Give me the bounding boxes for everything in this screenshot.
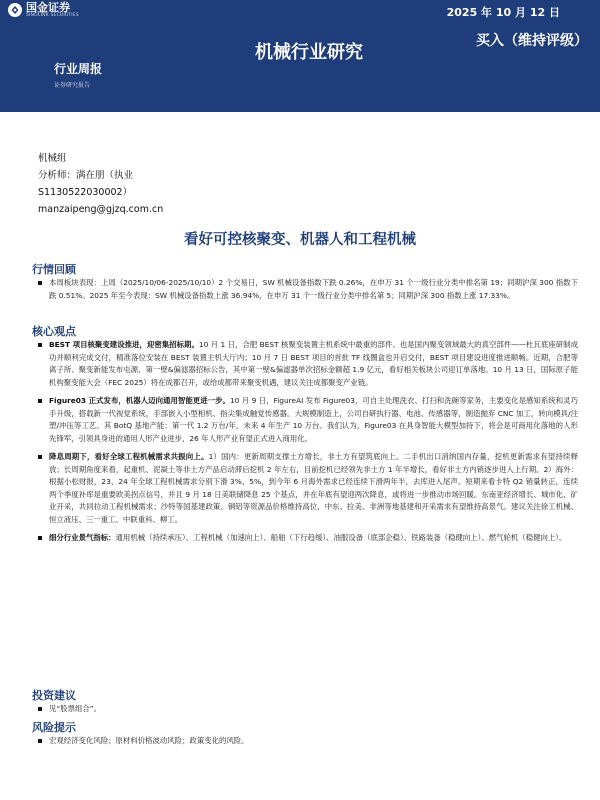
bullet-item <box>38 703 578 716</box>
analyst-email[interactable]: manzaipeng@gjzq.com.cn <box>38 204 164 215</box>
bullet-item <box>38 735 578 748</box>
section-market <box>38 277 578 302</box>
bullet-text: 通用机械（持续承压）、工程机械（加速向上）、船舶（下行趋缓）、油服设备（底部企稳）、铁路装备（稳健向上）、燃气轮机（稳健向上）。 <box>115 533 567 542</box>
bullet-item <box>38 532 578 545</box>
page-footer-strip <box>0 792 600 800</box>
bullet-text: 1）国内：更新周期支撑土方增长，非土方有望筑底向上。二手机出口消纳国内存量，挖机更新需求有望持续释放；长周期角度来看，起重机、泥凝土等非土方产品启动滞后挖机 2 年左右，目前挖机已经领先非土方 1 年半增长，看好非土方内销逐步进入上行期。2）海外：根据小松财报，23、24 年全球工程机械需求分别下滑 3%、5%，到今年 6 月海外需求已经连续下滑两年半，去库进入尾声。短期来看卡特 Q2 销量转正，连续两个季度补库是重要欧美拐点信号，并且 9 月 18 日美联储降息 25 个基点，并在年底有望迎两次降息，或将进一步推动市场回暖。东南亚经济增长、城市化、矿业开采，共同拉动工程机械需求；沙特等国基建政策、铜铝等资源品价格维持高位，中东、拉美、非洲等地基建和开采需求有望维持高景气。建议关注徐工机械、恒立液压、三一重工、中联重科、柳工。 <box>49 452 578 524</box>
report-header <box>0 0 600 112</box>
logo-cn: 国金证券 <box>26 0 70 14</box>
rating-badge: 买入（维持评级） <box>476 33 588 49</box>
analyst-cert: S1130522030002） <box>38 187 133 198</box>
analyst-info <box>38 150 163 218</box>
section-core <box>38 339 578 545</box>
bullet-lead: BEST 项目核聚变建设推进，迎密集招标期。 <box>49 340 199 349</box>
section-title-invest: 投资建议 <box>32 689 76 702</box>
bullet-item <box>38 395 578 445</box>
section-title-core: 核心观点 <box>32 325 76 338</box>
report-subtype: 证券研究报告 <box>54 82 91 89</box>
company-logo <box>8 0 158 20</box>
analyst-name: 分析师：满在朋（执业 <box>38 170 134 181</box>
square-bullet-icon <box>38 707 42 711</box>
industry-title: 机械行业研究 <box>255 42 363 63</box>
bullet-item <box>38 339 578 389</box>
square-bullet-icon <box>38 739 42 743</box>
section-risk <box>38 735 578 748</box>
logo-en: SINOLINK SECURITIES <box>26 12 79 18</box>
report-title: 看好可控核聚变、机器人和工程机械 <box>184 232 416 248</box>
bullet-item <box>38 277 578 302</box>
report-type: 行业周报 <box>54 62 103 76</box>
bullet-lead: 降息周期下，看好全球工程机械需求共振向上。 <box>49 452 209 461</box>
square-bullet-icon <box>38 455 42 459</box>
bullet-text: 宏观经济变化风险；原材料价格波动风险；政策变化的风险。 <box>49 736 249 745</box>
square-bullet-icon <box>38 399 42 403</box>
square-bullet-icon <box>38 281 42 285</box>
bullet-text: 10 月 1 日，合肥 BEST 核聚变装置主机系统中最重的部件、也是国内聚变领域最大的真空部件——杜瓦底座研制成功并顺利完成交付，精准落位安装在 BEST 装置主机大厅内；10 月 7 日 BEST 项目的首批 TF 线圈盒也开启交付，BEST 项目建设进度推进顺畅。近期，合肥等离子所、聚变新能发布屯源、第一壁&偏滤器招标公告，其中第一壁&偏滤器单次招标金额超 1.9 亿元，看好相关板块公司迎订单落地。10 月 13 日，国际原子能机构聚变能大会（FEC 2025）将在成都召开，或给成都带来聚变机遇，建议关注成都聚变产业链。 <box>49 340 578 387</box>
section-invest <box>38 703 578 716</box>
bullet-lead: Figure03 正式发布，机器人迈向通用智能更进一步。 <box>49 396 230 405</box>
bullet-text: 本周板块表现：上周（2025/10/06-2025/10/10）2 个交易日，SW 机械设备指数下跌 0.26%，在申万 31 个一级行业分类中排名第 19；同期沪深 300 指数下跌 0.51%。2025 年至今表现：SW 机械设备指数上涨 36.94%，在申万 31 个一级行业分类中排名第 5；同期沪深 300 指数上涨 17.33%。 <box>49 278 578 300</box>
report-date: 2025 年 10 月 12 日 <box>446 6 560 19</box>
section-title-risk: 风险提示 <box>32 721 76 734</box>
bullet-text: 见“股票组合”。 <box>49 704 102 713</box>
bullet-text: 10 月 9 日，FigureAI 发布 Figure03，可自主处理洗衣、打扫和洗碗等家务，主要变化是感知系统和灵巧手升级，搭载新一代视觉系统，手部嵌入小型相机、指尖集成触觉传感器。大规模制造上，公司自研执行器、电池、传感器等，制造抛弃 CNC 加工，转向模具/注塑/冲压等工艺。其 BotQ 基地产能：第一代 1.2 万台/年，未来 4 年生产 10 万台。我们认为，Figure03 在具身智能大模型加持下，将会是可商用化落地的人形先锋军，引领具身进的通用人形产业进步，26 年人形产业有望正式进入商用化。 <box>49 396 579 443</box>
sinolink-logo-icon <box>8 3 22 17</box>
square-bullet-icon <box>38 536 42 540</box>
square-bullet-icon <box>38 343 42 347</box>
section-title-market: 行情回顾 <box>32 263 76 276</box>
bullet-item <box>38 451 578 526</box>
bullet-lead: 细分行业景气指标： <box>49 533 116 542</box>
analyst-group: 机械组 <box>38 153 67 164</box>
